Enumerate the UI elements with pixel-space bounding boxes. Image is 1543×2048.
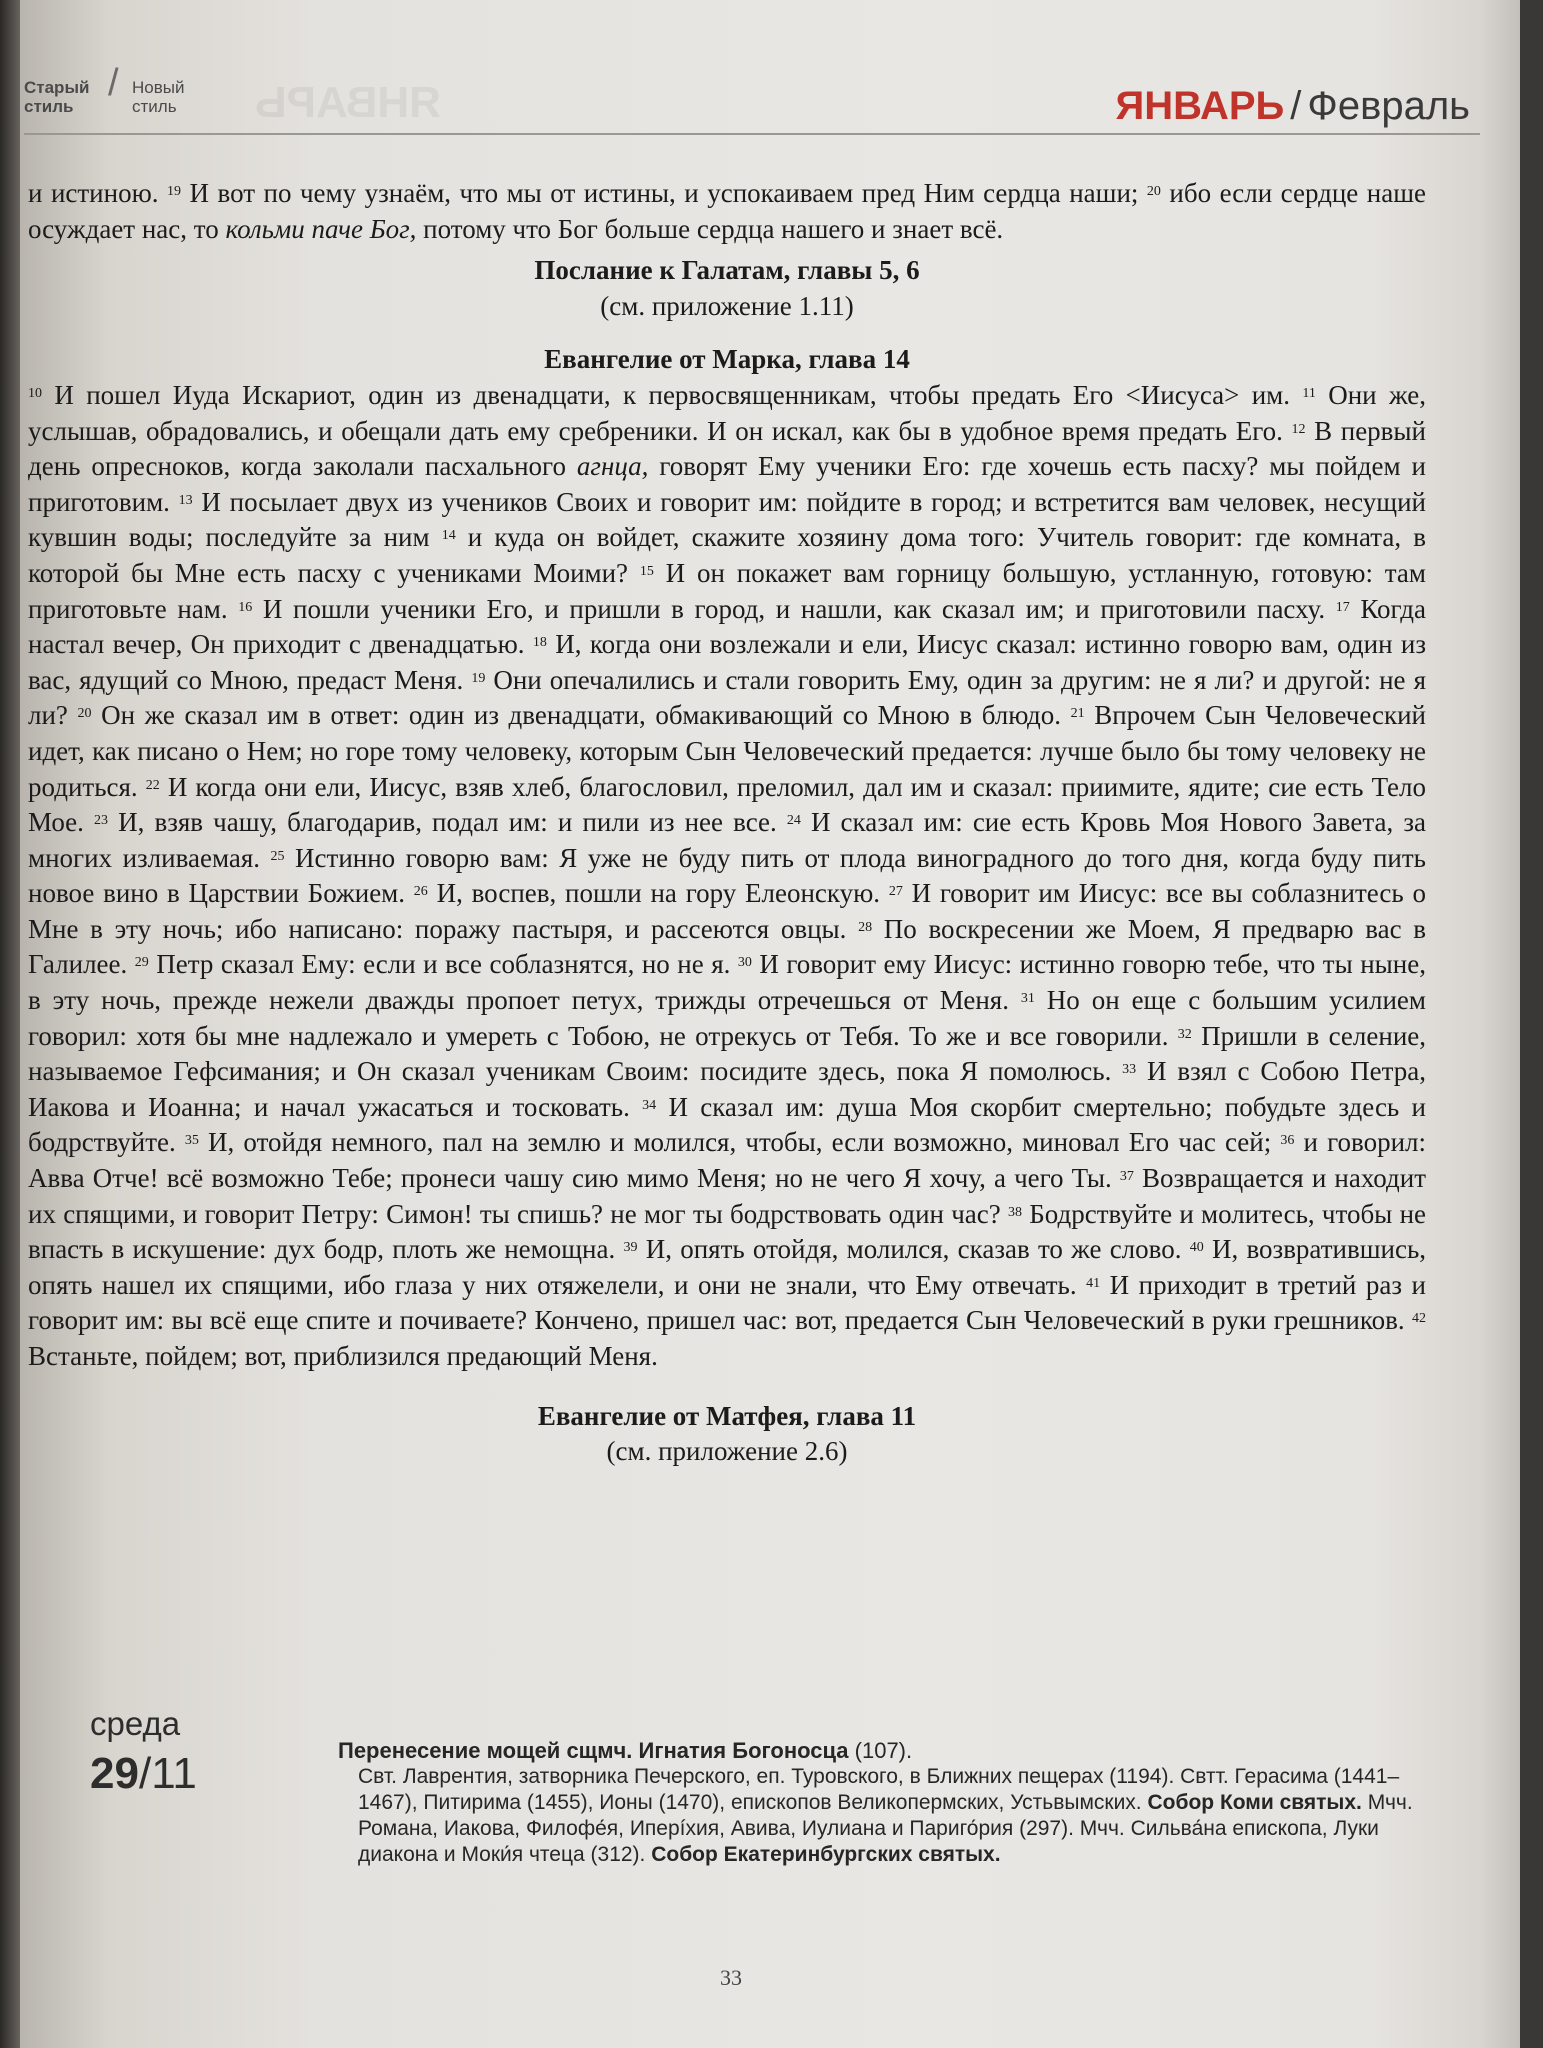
verse-number: 20 <box>1146 184 1161 199</box>
scripture-text <box>28 176 1426 1488</box>
verse-number: 18 <box>532 635 547 651</box>
paragraph-john-epistle: и истиною. $^{19}$ И вот по чему узнаём, что мы от истины, и успокаиваем пред Ним сердца наши; $^{20}$ ибо если сердце наше осуждает нас, то кольми паче Бог, потому что Бог больше сердца нашего и знает всё. <box>28 178 1426 244</box>
verse-number: 42 <box>1412 1311 1426 1327</box>
verse-number: 11 <box>1302 385 1316 401</box>
verse-number: 31 <box>1020 991 1035 1007</box>
date-slash: / <box>138 1749 152 1798</box>
saints-commemoration <box>338 1738 1448 1868</box>
verse-number: 32 <box>1177 1026 1192 1042</box>
verse-number: 16 <box>238 599 253 615</box>
verse-number: 26 <box>413 884 428 900</box>
next-month: Февраль <box>1307 84 1470 128</box>
verse-number: 39 <box>623 1240 638 1256</box>
verse-number: 19 <box>167 184 182 199</box>
verse-number: 13 <box>178 492 193 508</box>
verse-number: 17 <box>1335 599 1350 615</box>
month-header <box>1115 84 1470 129</box>
verse-number: 27 <box>888 884 903 900</box>
main-feast-year: (107). <box>848 1738 913 1763</box>
style-slash: / <box>108 62 119 104</box>
verse-number: 30 <box>737 955 752 971</box>
verse-number: 29 <box>134 955 149 971</box>
saints-list: Свт. Лаврентия, затворника Печерского, еп. Туровского, в Ближних пещерах (1194). Свтт. Герасима (1441–1467), Питирима (1455), Ионы (1470), епископов Великопермских, Устьвымских. Собор Коми святых. Мчч. Романа, Иакова, Филофе́я, Иперíхия, Авива, Иулиана и Париго́рия (297). Мчч. Сильва́на епископа, Луки диакона и Моки́я чтеца (312). Собор Екатеринбургских святых. <box>358 1765 1413 1866</box>
main-feast <box>338 1738 1448 1764</box>
heading-matthew-11: Евангелие от Матфея, глава 11 <box>537 1400 917 1431</box>
verse-number: 38 <box>1008 1204 1023 1220</box>
page-number: 33 <box>720 1965 742 1990</box>
verse-number: 15 <box>639 563 654 579</box>
reference-matthew-11: (см. приложение 2.6) <box>606 1436 848 1467</box>
bleed-through-text: ЯНВАРЬ <box>255 78 441 127</box>
new-style-label: Новый стиль <box>132 78 185 116</box>
new-date: 11 <box>151 1749 197 1798</box>
heading-galatians: Послание к Галатам, главы 5, 6 <box>534 255 920 286</box>
current-month: ЯНВАРЬ <box>1115 84 1285 128</box>
month-separator: / <box>1290 84 1302 128</box>
book-page <box>20 0 1520 2048</box>
verse-number: 33 <box>1122 1062 1137 1078</box>
verse-number: 40 <box>1189 1240 1204 1256</box>
verse-number: 21 <box>1070 706 1085 722</box>
verse-number: 14 <box>441 528 456 544</box>
verse-number: 23 <box>94 813 108 829</box>
verse-number: 22 <box>145 777 160 793</box>
day-marker <box>90 1705 197 1799</box>
verse-number: 34 <box>642 1097 657 1113</box>
verse-number: 24 <box>786 813 801 829</box>
date-display <box>90 1749 197 1799</box>
old-style-label: Старый стиль <box>24 78 90 116</box>
reference-galatians: (см. приложение 1.11) <box>600 290 854 321</box>
verse-number: 25 <box>270 848 285 864</box>
paragraph-mark-14: $^{10}$ И пошел Иуда Искариот, один из двенадцати, к первосвященникам, чтобы предать Его <Иисуса> им. $^{11}$ Они же, услышав, обрадовались, и обещали дать ему сребреники. И он искал, как бы в удобное время предать Его. $^{12}$ В первый день опресноков, когда заколали пасхального агнца, говорят Ему ученики Его: где хочешь есть пасху? мы пойдем и приготовим. $^{13}$ И посылает двух из учеников Своих и говорит им: пойдите в город; и встретится вам человек, несущий кувшин воды; последуйте за ним $^{14}$ и куда он войдет, скажите хозяину дома того: Учитель говорит: где комната, в которой бы Мне есть пасху с учениками Моими? $^{15}$ И он покажет вам горницу большую, устланную, готовую: там приготовьте нам. $^{16}$ И пошли ученики Его, и пришли в город, и нашли, как сказал им; и приготовили пасху. $^{17}$ Когда настал вечер, Он приходит с двенадцатью. $^{18}$ И, когда они возлежали и ели, Иисус сказал: истинно говорю вам, один из вас, ядущий со Мною, предаст Меня. $^{19}$ Они опечалились и стали говорить Ему, один за другим: не я ли? и другой: не я ли? $^{20}$ Он же сказал им в ответ: один из двенадцати, обмакивающий со Мною в блюдо. $^{21}$ Впрочем Сын Человеческий идет, как писано о Нем; но горе тому человеку, которым Сын Человеческий предается: лучше было бы тому человеку не родиться. $^{22}$ И когда они ели, Иисус, взяв хлеб, благословил, преломил, дал им и сказал: приимите, ядите; сие есть Тело Мое. $^{23}$ И, взяв чашу, благодарив, подал им: и пили из нее все. $^{24}$ И сказал им: сие есть Кровь Моя Нового Завета, за многих изливаемая. $^{25}$ Истинно говорю вам: Я уже не буду пить от плода виноградного до того дня, когда буду пить новое вино в Царствии Божием. $^{26}$ И, воспев, пошли на гору Елеонскую. $^{27}$ И говорит им Иисус: все вы соблазнитесь о Мне в эту ночь; ибо написано: поражу пастыря, и рассеются овцы. $^{28}$ По воскресении же Моем, Я предварю вас в Галилее. $^{29}$ Петр сказал Ему: если и все соблазнятся, но не я. $^{30}$ И говорит ему Иисус: истинно говорю тебе, что ты ныне, в эту ночь, прежде нежели дважды пропоет петух, трижды отречешься от Меня. $^{31}$ Но он еще с большим усилием говорил: хотя бы мне надлежало и умереть с Тобою, не отрекусь от Тебя. То же и все говорили. $^{32}$ Пришли в селение, называемое Гефсимания; и Он сказал ученикам Своим: посидите здесь, пока Я помолюсь. $^{33}$ И взял с Собою Петра, Иакова и Иоанна; и начал ужасаться и тосковать. $^{34}$ И сказал им: душа Моя скорбит смертельно; побудьте здесь и бодрствуйте. $^{35}$ И, отойдя немного, пал на землю и молился, чтобы, если возможно, миновал Его час сей; $^{36}$ и говорил: Авва Отче! всё возможно Тебе; пронеси чашу сию мимо Меня; но не чего Я хочу, а чего Ты. $^{37}$ Возвращается и находит их спящими, и говорит Петру: Симон! ты спишь? не мог ты бодрствовать один час? $^{38}$ Бодрствуйте и молитесь, чтобы не впасть в искушение: дух бодр, плоть же немощна. $^{39}$ И, опять отойдя, молился, сказав то же слово. $^{40}$ И, возвратившись, опять нашел их спящими, ибо глаза у них отяжелели, и они не знали, что Ему отвечать. $^{41}$ И приходит в третий раз и говорит им: вы всё еще спите и почиваете? Кончено, пришел час: вот, предается Сын Человеческий в руки грешников. $^{42}$ Встаньте, пойдем; вот, приблизился предающий Меня. <box>28 379 1427 1371</box>
verse-number: 37 <box>1119 1169 1134 1185</box>
style-indicator <box>24 62 224 128</box>
verse-number: 20 <box>77 706 92 722</box>
header-rule <box>24 133 1480 135</box>
verse-number: 28 <box>858 919 873 935</box>
verse-number: 36 <box>1280 1133 1295 1149</box>
verse-number: 35 <box>184 1133 199 1149</box>
main-feast-title: Перенесение мощей сщмч. Игнатия Богоносца <box>338 1738 849 1763</box>
weekday: среда <box>90 1705 181 1742</box>
verse-number: 41 <box>1086 1275 1101 1291</box>
verse-number: 19 <box>471 670 486 686</box>
old-date: 29 <box>90 1749 139 1798</box>
verse-number: 10 <box>28 385 42 401</box>
page-edge-shadow <box>1480 0 1520 2048</box>
verse-number: 12 <box>1291 421 1306 437</box>
heading-mark-14: Евангелие от Марка, глава 14 <box>544 344 910 375</box>
